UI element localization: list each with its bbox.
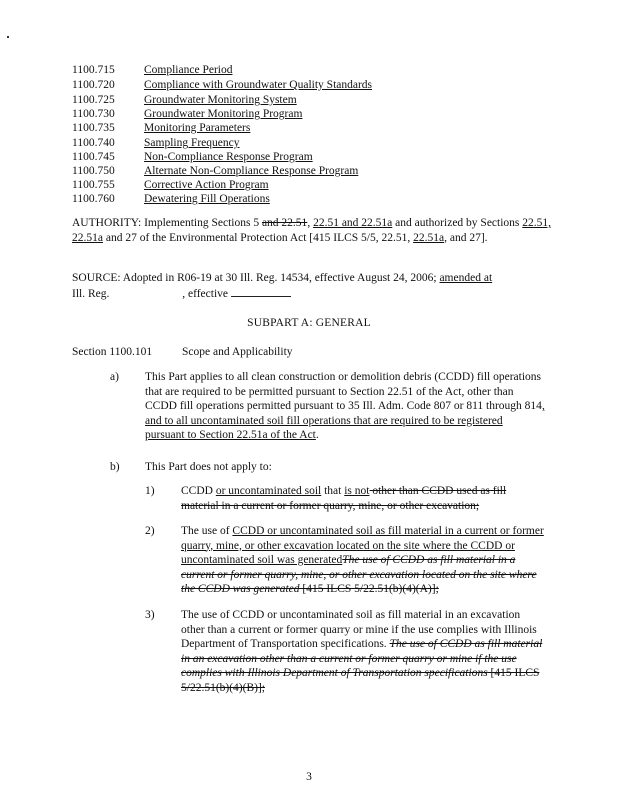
- sub-3-body: The use of CCDD or uncontaminated soil as fill material in an excavation other than a current or former quarry or mine if the use complies with Illinois Department of Transportation specifications.: [181, 609, 537, 650]
- toc-number: 1100.715: [72, 64, 115, 76]
- sub-1-inserted: or uncontaminated soil: [215, 485, 322, 497]
- toc-number: 1100.735: [72, 122, 115, 134]
- sub-1-label: 1): [145, 485, 155, 497]
- page-number: 3: [306, 771, 312, 783]
- source-text: Ill. Reg.: [72, 288, 113, 300]
- authority-text: AUTHORITY: Implementing Sections 5: [72, 217, 262, 229]
- toc-number: 1100.725: [72, 94, 115, 106]
- toc-number: 1100.720: [72, 79, 115, 91]
- toc-title[interactable]: Monitoring Parameters: [144, 122, 251, 134]
- section-number: Section 1100.101: [72, 346, 153, 358]
- section-title: Scope and Applicability: [182, 346, 293, 358]
- sub-2-body: The use of: [181, 525, 233, 537]
- authority-text: ,: [307, 217, 314, 229]
- toc-number: 1100.745: [72, 151, 115, 163]
- source-text: SOURCE: Adopted in R06-19 at 30 Ill. Reg. 14534, effective August 24, 2006;: [72, 272, 440, 284]
- sub-1-text: [181, 484, 546, 513]
- toc-title[interactable]: Compliance with Groundwater Quality Standards: [144, 79, 373, 91]
- toc-title[interactable]: Non-Compliance Response Program: [144, 151, 313, 163]
- toc-number: 1100.760: [72, 193, 115, 205]
- source-note: [72, 271, 524, 285]
- sub-2-text: [181, 524, 546, 597]
- source-inserted: amended at: [439, 272, 493, 284]
- sub-3-citation: [415 ILCS 5/22.51(b)(4)(B)];: [181, 667, 540, 694]
- authority-text: and authorized by Sections: [392, 217, 523, 229]
- authority-deleted: and 22.51: [261, 217, 308, 229]
- toc-number: 1100.740: [72, 137, 115, 149]
- authority-inserted: 22.51a,: [413, 231, 447, 244]
- sub-2-citation: [415 ILCS 5/22.51(b)(4)(A)];: [299, 583, 439, 595]
- toc-title[interactable]: Alternate Non-Compliance Response Program: [144, 165, 359, 177]
- item-a-body: This Part applies to all clean construction or demolition debris (CCDD) fill operations that are required to be permitted pursuant to Section 22.51 of the Act, other than CCDD fill operations permitted pursuant to 35 Ill. Adm. Code 807 or 811 through 814: [145, 371, 542, 412]
- toc-title[interactable]: Groundwater Monitoring Program: [144, 108, 303, 120]
- scan-speck: [7, 36, 9, 38]
- toc-number: 1100.750: [72, 165, 115, 177]
- item-a-text: [145, 370, 545, 443]
- authority-inserted: 22.51 and 22.51a: [313, 217, 393, 229]
- sub-2-label: 2): [145, 525, 155, 537]
- authority-note: [72, 216, 552, 245]
- source-note-line2: [72, 286, 291, 301]
- toc-title[interactable]: Compliance Period: [144, 64, 233, 76]
- toc-title[interactable]: Sampling Frequency: [144, 137, 240, 149]
- sub-3-label: 3): [145, 609, 155, 621]
- toc-title[interactable]: Dewatering Fill Operations: [144, 193, 270, 205]
- blank-line: [231, 286, 291, 297]
- source-text: , effective: [182, 288, 231, 300]
- item-b-text: This Part does not apply to:: [145, 461, 272, 473]
- sub-1-body: that: [321, 485, 345, 497]
- sub-3-deleted: The use of CCDD as fill material in an excavation other than a current or former quarry or mine if the use complies with Illinois Department of Transportation specifications: [181, 638, 543, 679]
- sub-2-deleted: The use of CCDD as fill material in a current or former quarry, mine, or other excavation located on the site where the CCDD was generated: [181, 554, 537, 595]
- sub-1-deleted: other than CCDD used as fill material in a current or former quarry, mine, or other excavation;: [181, 485, 507, 512]
- item-b-label: b): [110, 461, 120, 473]
- authority-inserted: 22.51, 22.51a: [72, 217, 552, 244]
- item-a-end: .: [315, 429, 319, 441]
- toc-number: 1100.730: [72, 108, 115, 120]
- toc-title[interactable]: Groundwater Monitoring System: [144, 94, 297, 106]
- authority-text: and 27].: [446, 231, 488, 244]
- sub-1-body: CCDD: [181, 485, 216, 497]
- item-a-label: a): [110, 371, 119, 383]
- toc-title[interactable]: Corrective Action Program: [144, 179, 269, 191]
- toc-number: 1100.755: [72, 179, 115, 191]
- authority-text: and 27 of the Environmental Protection Act [415 ILCS 5/5, 22.51,: [102, 231, 414, 244]
- sub-3-text: [181, 608, 546, 695]
- sub-2-inserted: CCDD or uncontaminated soil as fill material in a current or former quarry, mine, or other excavation located on the site where the CCDD or uncontaminated soil was generated: [181, 525, 544, 566]
- subpart-heading: SUBPART A: GENERAL: [247, 317, 371, 329]
- sub-1-inserted: is not: [344, 485, 370, 497]
- item-a-inserted: , and to all uncontaminated soil fill operations that are required to be registered pursuant to Section 22.51a of the Act: [145, 400, 545, 441]
